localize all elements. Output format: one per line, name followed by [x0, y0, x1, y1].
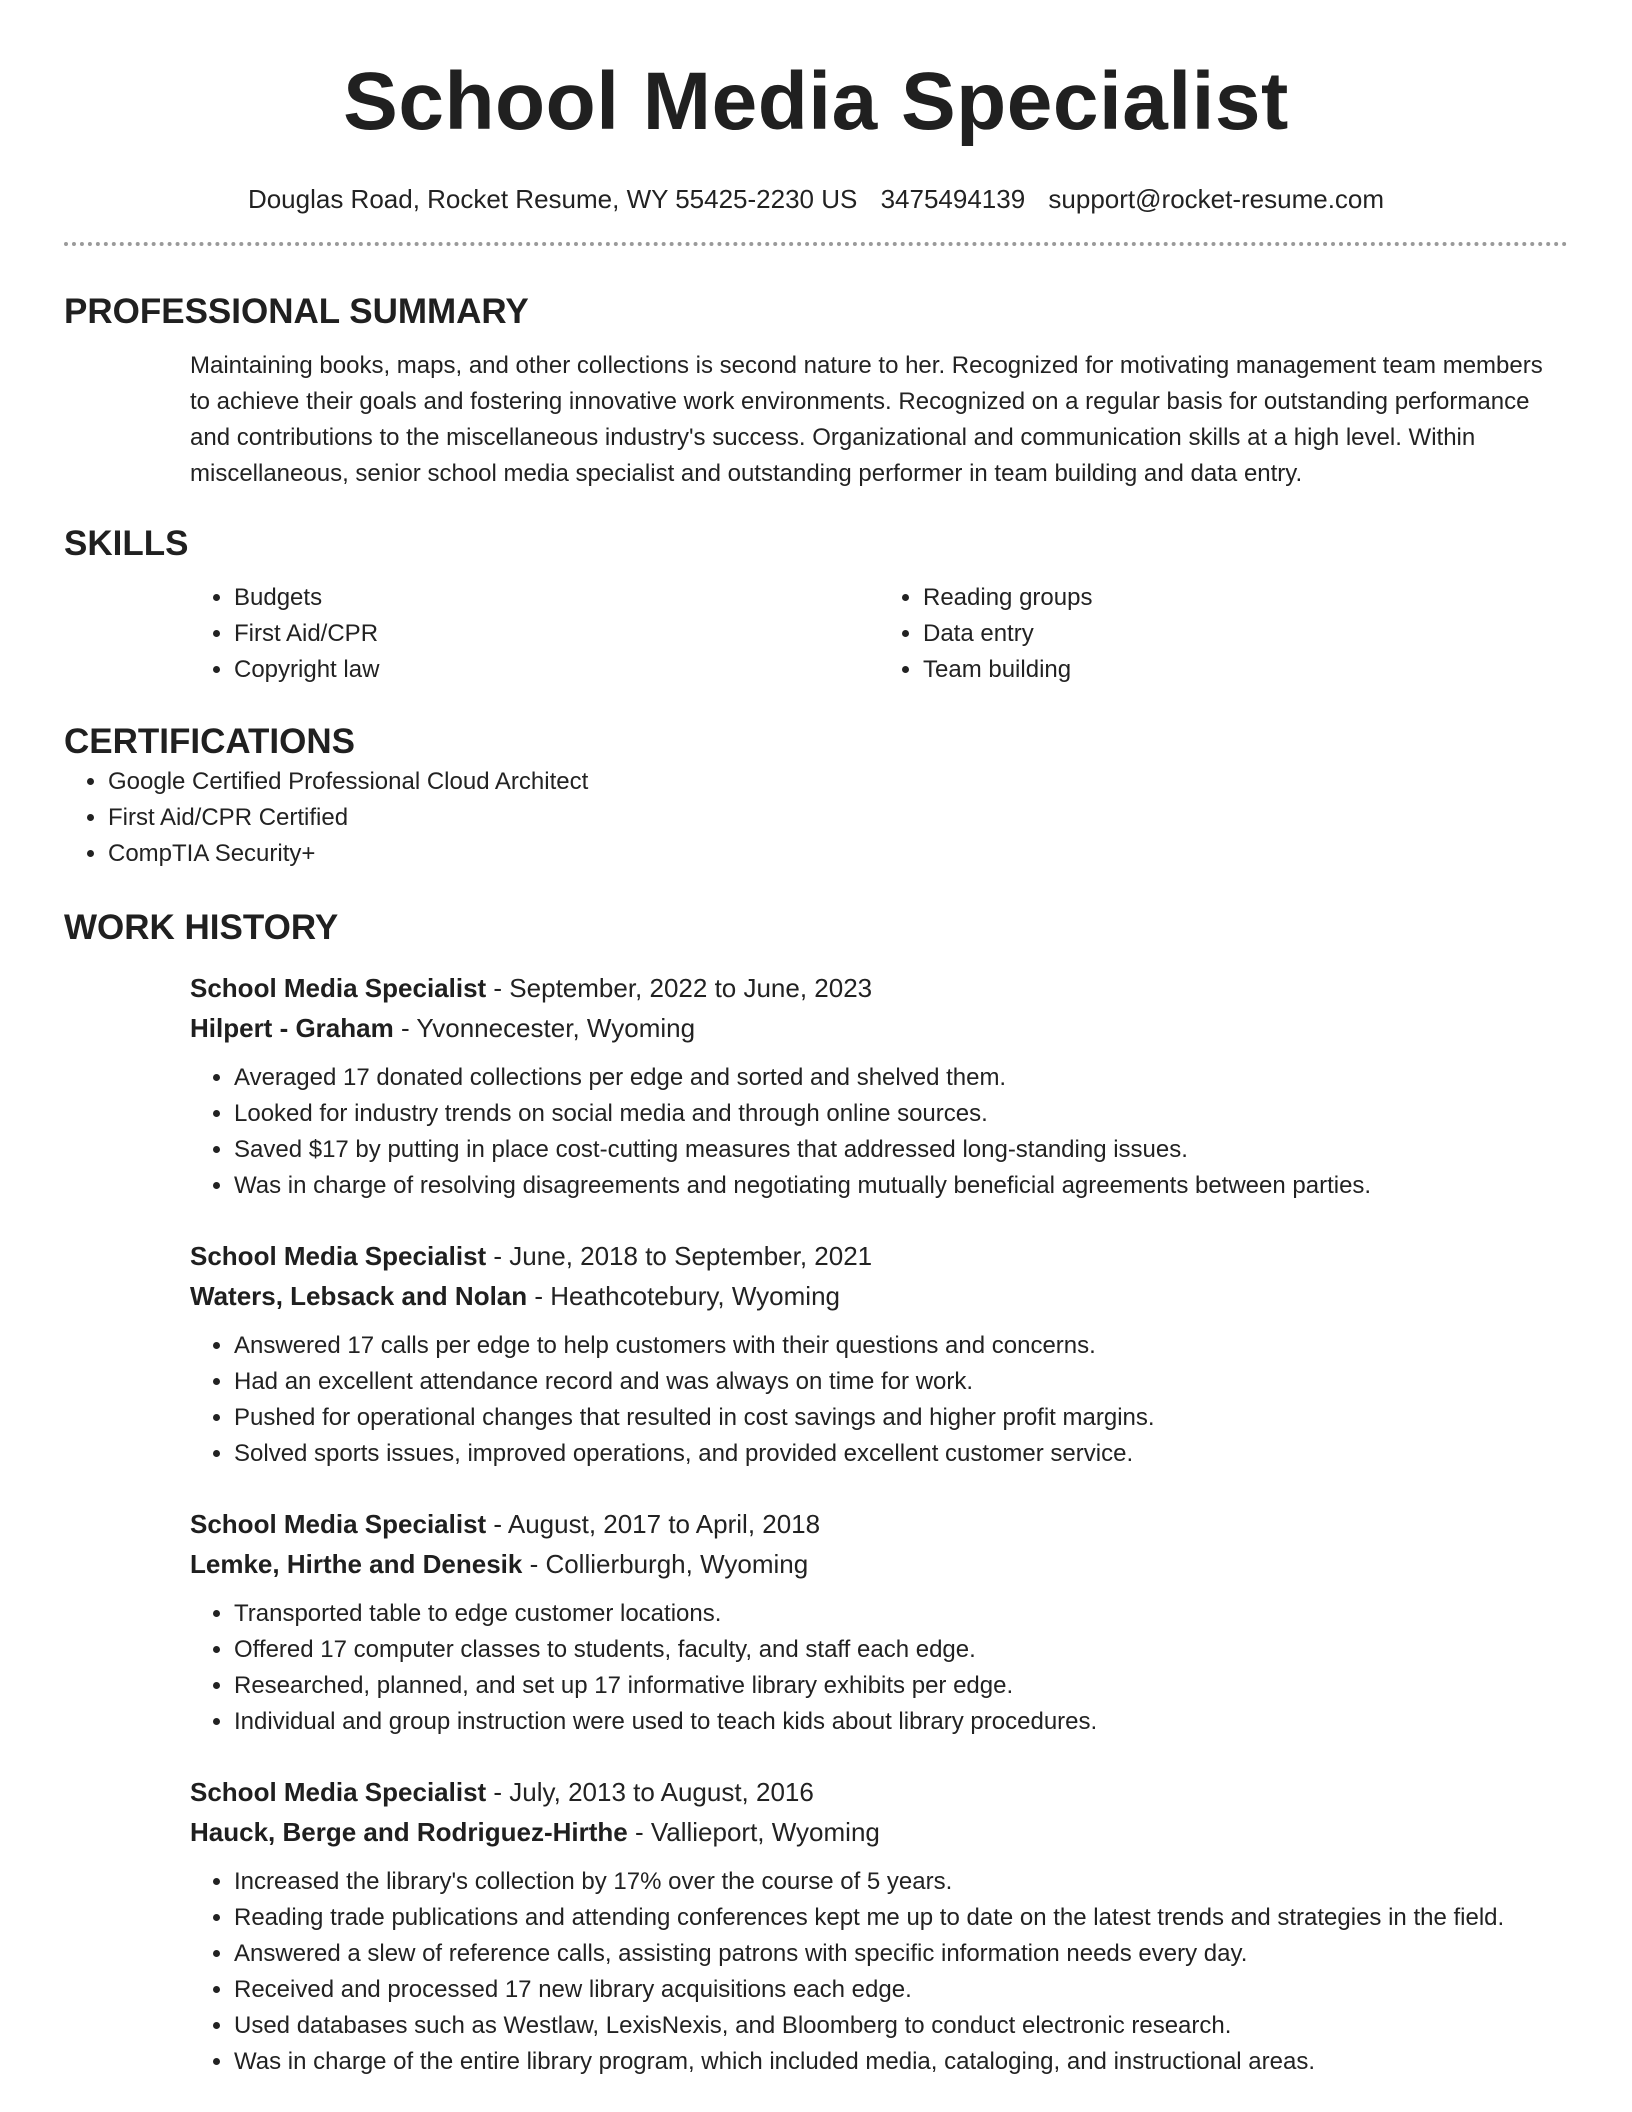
- job-title: School Media Specialist: [190, 1241, 487, 1271]
- job-dates: - July, 2013 to August, 2016: [486, 1777, 814, 1807]
- job-bullet: • Increased the library's collection by 17% over the course of 5 years.: [234, 1864, 1568, 1900]
- job-bullets: [190, 1328, 1568, 1472]
- job-bullet: • Had an excellent attendance record and was always on time for work.: [234, 1364, 1568, 1400]
- contact-line: [64, 182, 1568, 216]
- skills-list-left: [190, 580, 879, 688]
- skills-list-right: [879, 580, 1568, 688]
- skills-section: [64, 522, 1568, 688]
- skill-item: • Budgets: [234, 580, 879, 616]
- certification-item: • Google Certified Professional Cloud Architect: [108, 764, 1568, 800]
- job-entry: [190, 968, 1568, 1204]
- certification-item: • First Aid/CPR Certified: [108, 800, 1568, 836]
- job-title-line: [190, 968, 1568, 1008]
- job-entry: [190, 1236, 1568, 1472]
- certifications-section: [64, 720, 1568, 872]
- contact-email: support@rocket-resume.com: [1048, 184, 1385, 214]
- skill-item: • Reading groups: [923, 580, 1568, 616]
- skill-item: • Team building: [923, 652, 1568, 688]
- job-location: - Vallieport, Wyoming: [627, 1817, 880, 1847]
- job-title-line: [190, 1772, 1568, 1812]
- section-title-summary: PROFESSIONAL SUMMARY: [64, 292, 529, 331]
- contact-phone: 3475494139: [880, 184, 1026, 214]
- job-bullet: • Answered 17 calls per edge to help customers with their questions and concerns.: [234, 1328, 1568, 1364]
- skill-item: • First Aid/CPR: [234, 616, 879, 652]
- job-company: Lemke, Hirthe and Denesik: [190, 1549, 523, 1579]
- job-entry: [190, 1772, 1568, 2080]
- job-title-line: [190, 1504, 1568, 1544]
- job-company: Hilpert - Graham: [190, 1013, 394, 1043]
- contact-address: Douglas Road, Rocket Resume, WY 55425-2230 US: [247, 184, 858, 214]
- job-bullet: • Used databases such as Westlaw, LexisNexis, and Bloomberg to conduct electronic research.: [234, 2008, 1568, 2044]
- professional-summary-section: [64, 290, 1568, 492]
- job-company: Waters, Lebsack and Nolan: [190, 1281, 528, 1311]
- section-title-skills: SKILLS: [64, 524, 189, 563]
- resume-header: [64, 0, 1568, 246]
- job-bullet: • Solved sports issues, improved operations, and provided excellent customer service.: [234, 1436, 1568, 1472]
- certifications-list: [64, 764, 1568, 872]
- job-bullets: [190, 1864, 1568, 2080]
- section-title-certifications: CERTIFICATIONS: [64, 722, 356, 761]
- job-bullet: • Saved $17 by putting in place cost-cutting measures that addressed long-standing issues.: [234, 1132, 1568, 1168]
- job-title: School Media Specialist: [190, 1509, 487, 1539]
- job-company-line: [190, 1276, 1568, 1316]
- job-company-line: [190, 1008, 1568, 1048]
- job-bullets: [190, 1596, 1568, 1740]
- job-bullet: • Averaged 17 donated collections per edge and sorted and shelved them.: [234, 1060, 1568, 1096]
- job-entry: [190, 1504, 1568, 1740]
- job-bullet: • Was in charge of the entire library program, which included media, cataloging, and instructional areas.: [234, 2044, 1568, 2080]
- job-bullet: • Offered 17 computer classes to students, faculty, and staff each edge.: [234, 1632, 1568, 1668]
- job-dates: - August, 2017 to April, 2018: [486, 1509, 821, 1539]
- header-divider: [64, 242, 1568, 246]
- work-history-section: [64, 906, 1568, 2080]
- job-bullet: • Received and processed 17 new library acquisitions each edge.: [234, 1972, 1568, 2008]
- job-dates: - June, 2018 to September, 2021: [486, 1241, 873, 1271]
- job-bullet: • Reading trade publications and attending conferences kept me up to date on the latest trends and strategies in the field.: [234, 1900, 1568, 1936]
- job-bullet: • Looked for industry trends on social media and through online sources.: [234, 1096, 1568, 1132]
- skill-item: • Copyright law: [234, 652, 879, 688]
- job-location: - Collierburgh, Wyoming: [522, 1549, 809, 1579]
- job-bullet: • Was in charge of resolving disagreements and negotiating mutually beneficial agreements between parties.: [234, 1168, 1568, 1204]
- certification-item: • CompTIA Security+: [108, 836, 1568, 872]
- job-bullet: • Researched, planned, and set up 17 informative library exhibits per edge.: [234, 1668, 1568, 1704]
- job-bullet: • Pushed for operational changes that resulted in cost savings and higher profit margins.: [234, 1400, 1568, 1436]
- summary-text: Maintaining books, maps, and other collections is second nature to her. Recognized for motivating management team members to achieve their goals and fostering innovative work environments. Recognized on a regular basis for outstanding performance and contributions to the miscellaneous industry's success. Organizational and communication skills at a high level. Within miscellaneous, senior school media specialist and outstanding performer in team building and data entry.: [190, 352, 1543, 487]
- job-location: - Yvonnecester, Wyoming: [393, 1013, 696, 1043]
- job-company-line: [190, 1544, 1568, 1584]
- job-dates: - September, 2022 to June, 2023: [486, 973, 873, 1003]
- section-title-work-history: WORK HISTORY: [64, 908, 339, 947]
- job-location: - Heathcotebury, Wyoming: [527, 1281, 840, 1311]
- resume-page: [64, 0, 1568, 2112]
- job-title: School Media Specialist: [190, 1777, 487, 1807]
- skills-grid: [190, 580, 1568, 688]
- resume-name: School Media Specialist: [343, 56, 1289, 147]
- job-company-line: [190, 1812, 1568, 1852]
- job-bullet: • Individual and group instruction were used to teach kids about library procedures.: [234, 1704, 1568, 1740]
- job-bullet: • Transported table to edge customer locations.: [234, 1596, 1568, 1632]
- job-title: School Media Specialist: [190, 973, 487, 1003]
- job-title-line: [190, 1236, 1568, 1276]
- job-bullets: [190, 1060, 1568, 1204]
- job-bullet: • Answered a slew of reference calls, assisting patrons with specific information needs every day.: [234, 1936, 1568, 1972]
- skill-item: • Data entry: [923, 616, 1568, 652]
- job-company: Hauck, Berge and Rodriguez-Hirthe: [190, 1817, 628, 1847]
